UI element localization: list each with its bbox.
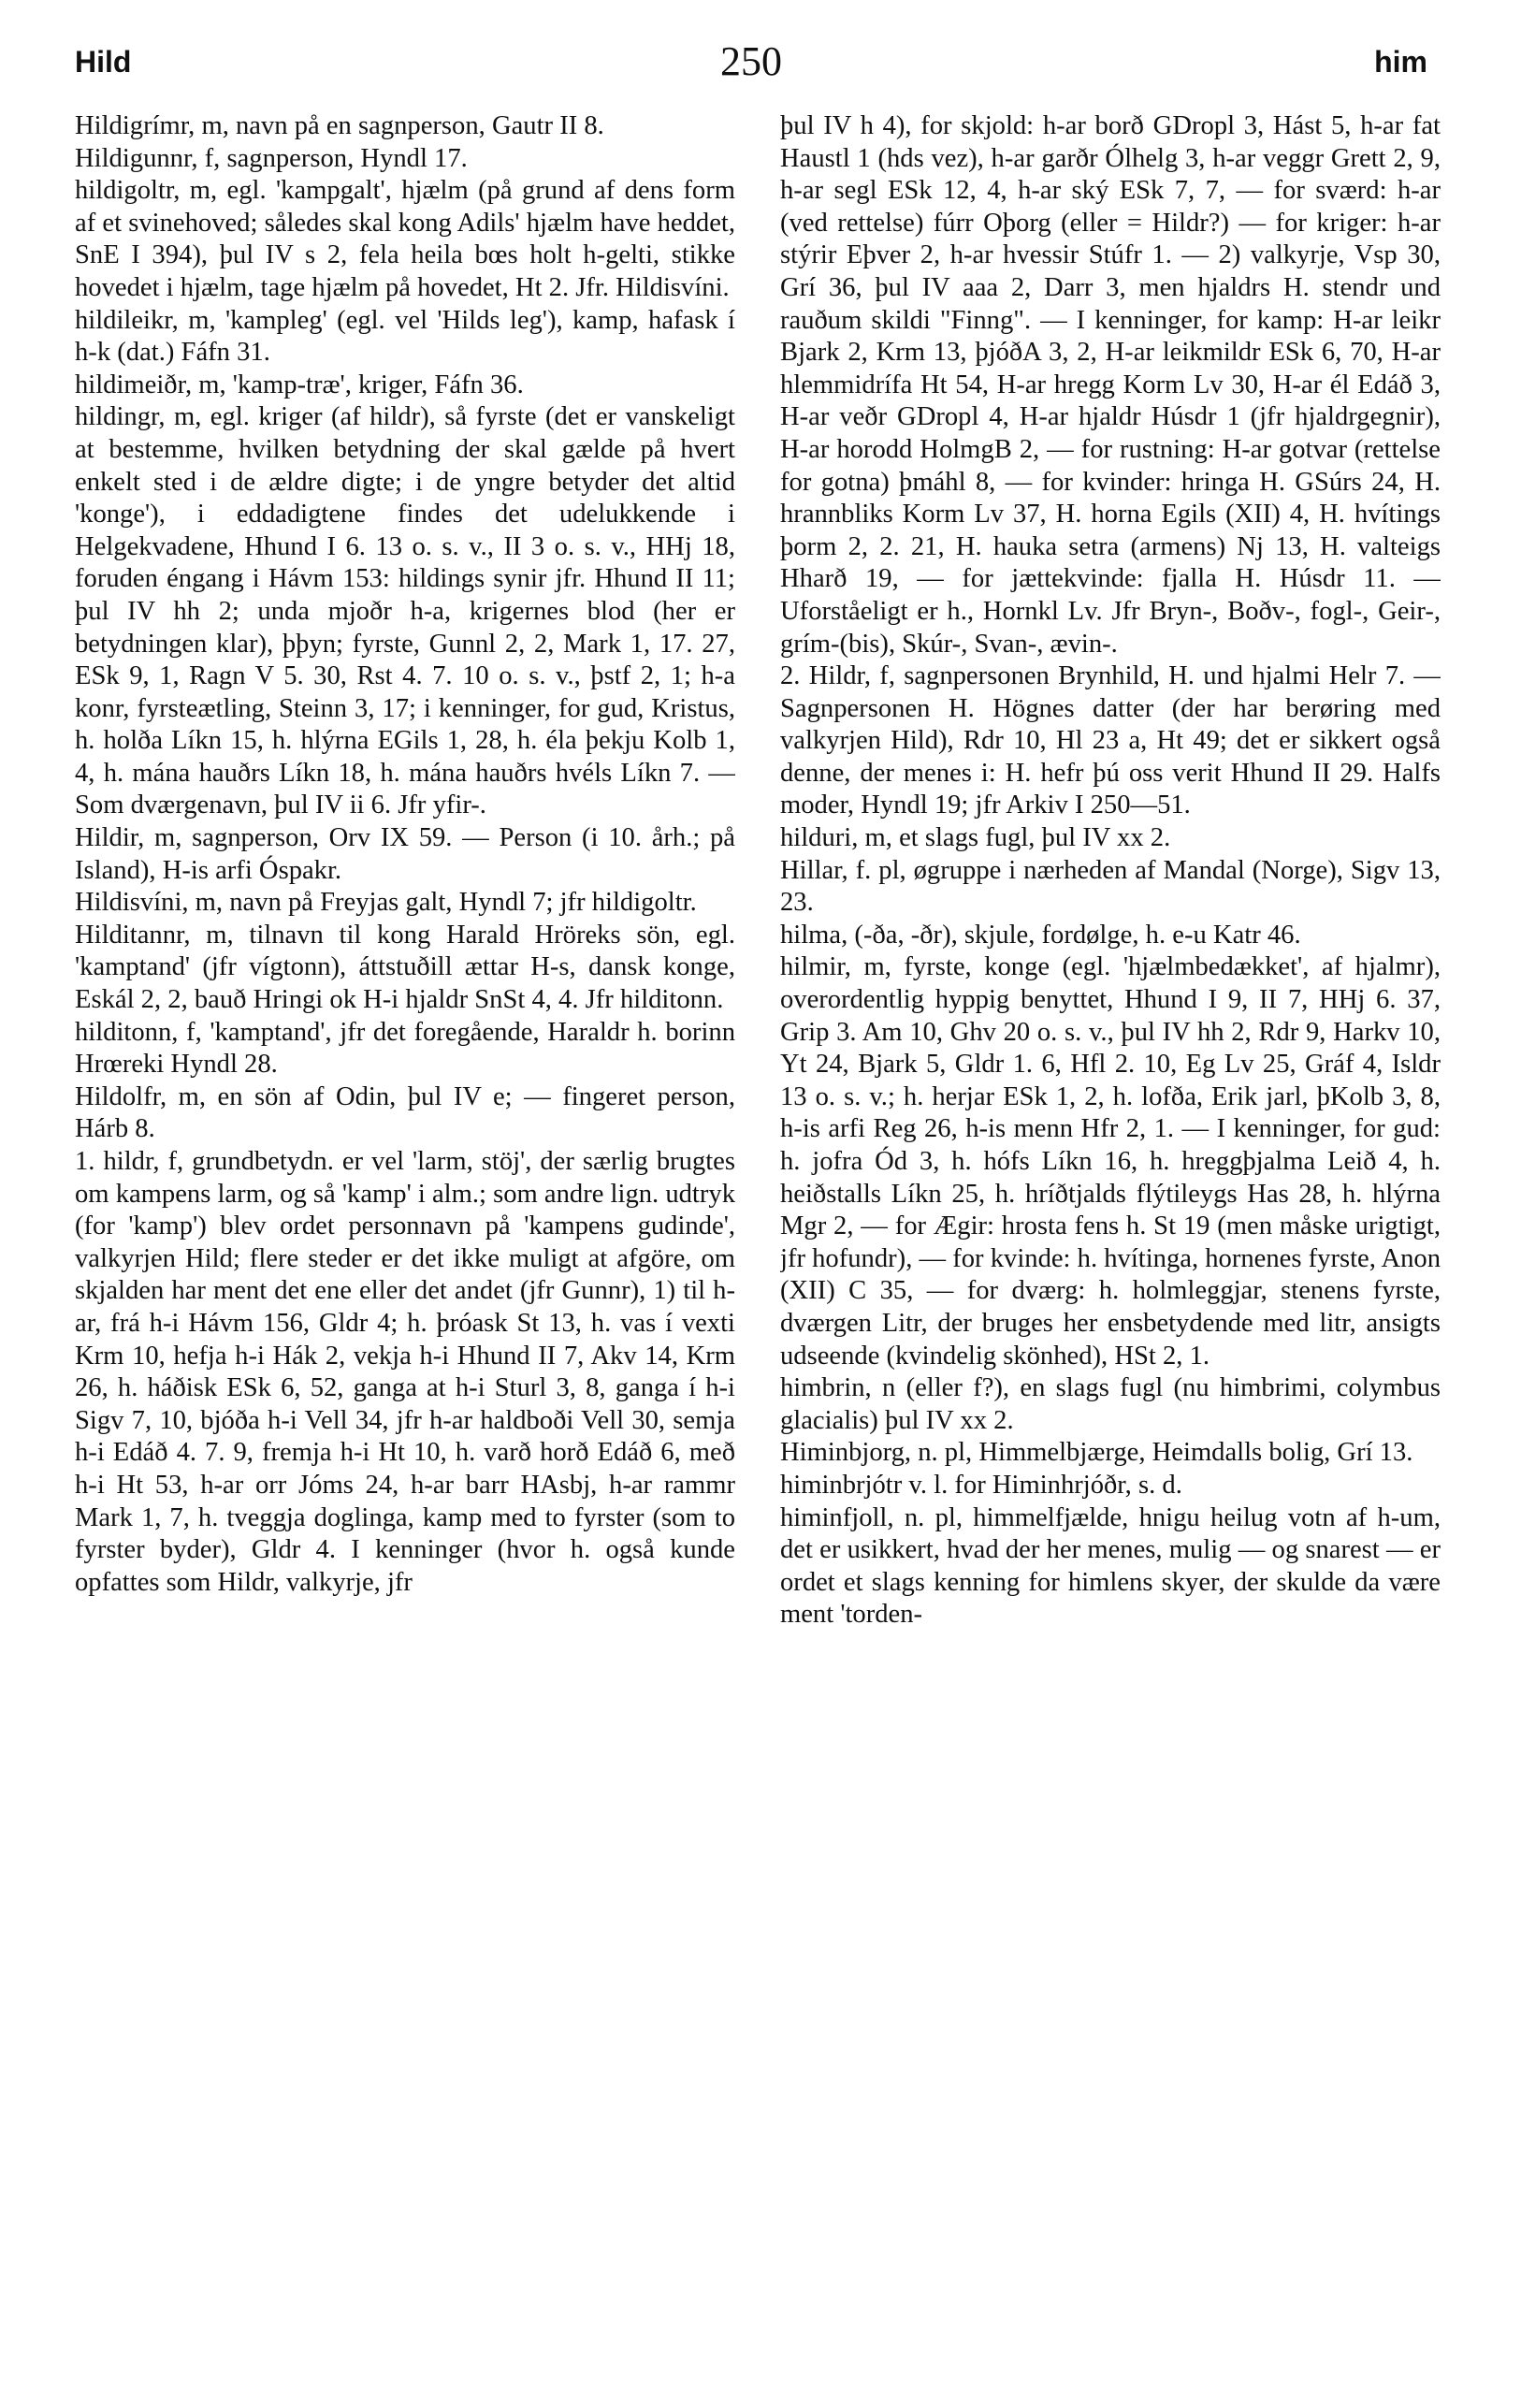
dictionary-entry: hildigoltr, m, egl. 'kampgalt', hjælm (på grund af dens form af et svinehoved; således skal kong Adils' hjælm have heddet, SnE I 394), þul IV s 2, fela heila bœs holt h-gelti, stikke hovedet i hjælm, tage hjælm på hovedet, Ht 2. Jfr. Hildisvíni.	[75, 176, 735, 302]
dictionary-entry: hildileikr, m, 'kampleg' (egl. vel 'Hilds leg'), kamp, hafask í h-k (dat.) Fáfn 31.	[75, 305, 735, 368]
page-header	[75, 37, 1427, 94]
dictionary-entry: himinfjoll, n. pl, himmelfjælde, hnigu heilug votn af h-um, det er usikkert, hvad der her menes, mulig — og snarest — er ordet et slags kenning for himlens skyer, der skulde da være ment 'torden-	[780, 1502, 1441, 1630]
left-column	[75, 110, 735, 2374]
right-column	[780, 110, 1441, 2374]
dictionary-entry: hilma, (-ða, -ðr), skjule, fordølge, h. e-u Katr 46.	[780, 920, 1301, 950]
header-right-catchword: him	[1374, 45, 1427, 79]
dictionary-entry: Hildigunnr, f, sagnperson, Hyndl 17.	[75, 143, 468, 173]
dictionary-entry: hilditonn, f, 'kamptand', jfr det foregående, Haraldr h. borinn Hrœreki Hyndl 28.	[75, 1017, 735, 1080]
dictionary-entry: hildimeiðr, m, 'kamp-træ', kriger, Fáfn 36.	[75, 370, 524, 399]
dictionary-entry: himinbrjótr v. l. for Himinhrjóðr, s. d.	[780, 1470, 1182, 1500]
page-number: 250	[720, 38, 782, 84]
dictionary-entry: Hilditannr, m, tilnavn til kong Harald Hröreks sön, egl. 'kamptand' (jfr vígtonn), áttstuðill ættar H-s, dansk konge, Eskál 2, 2, bauð Hringi ok H-i hjaldr SnSt 4, 4. Jfr hilditonn.	[75, 920, 735, 1015]
dictionary-entry: Hildisvíni, m, navn på Freyjas galt, Hyndl 7; jfr hildigoltr.	[75, 888, 697, 918]
dictionary-entry: 1. hildr, f, grundbetydn. er vel 'larm, stöj', der særlig brugtes om kampens larm, og så 'kamp' i alm.; som andre lign. udtryk (for 'kamp') blev ordet personnavn på 'kampens gudinde', valkyrjen Hild; flere steder er det ikke muligt at afgöre, om skjalden har ment det ene eller det andet (jfr Gunnr), 1) til h-ar, frá h-i Hávm 156, Gldr 4; h. þróask St 13, h. vas í vexti Krm 10, hefja h-i Hák 2, vekja h-i Hhund II 7, Akv 14, Krm 26, h. háðisk ESk 6, 52, ganga at h-i Sturl 3, 8, ganga í h-i Sigv 7, 10, bjóða h-i Vell 34, jfr h-ar haldboði Vell 30, semja h-i Edáð 4. 7. 9, fremja h-i Ht 10, h. varð horð Edáð 6, með h-i Ht 53, h-ar orr Jóms 24, h-ar barr HAsbj, h-ar rammr Mark 1, 7, h. tveggja doglinga, kamp med to fyrster (som to fyrster byder), Gldr 4. I kenninger (hvor h. også kunde opfattes som Hildr, valkyrje, jfr	[75, 1147, 735, 1597]
dictionary-entry: hildingr, m, egl. kriger (af hildr), så fyrste (det er vanskeligt at bestemme, hvilken betydning der skal gælde på hvert enkelt sted i de ældre digte; i de yngre betyder det altid 'konge'), i eddadigtene findes det udelukkende i Helgekvadene, Hhund I 6. 13 o. s. v., II 3 o. s. v., HHj 18, foruden éngang i Hávm 153: hildings synir jfr. Hhund II 11; þul IV hh 2; unda mjoðr h-a, krigernes blod (her er betydningen klar), þþyn; fyrste, Gunnl 2, 2, Mark 1, 17. 27, ESk 9, 1, Ragn V 5. 30, Rst 4. 7. 10 o. s. v., þstf 2, 1; h-a konr, fyrsteætling, Steinn 3, 17; i kenninger, for gud, Kristus, h. holða Líkn 15, h. hlýrna EGils 1, 28, h. éla þekju Kolb 1, 4, h. mána hauðrs Líkn 18, h. mána hauðrs hvéls Líkn 7. — Som dværgenavn, þul IV ii 6. Jfr yfir-.	[75, 402, 735, 820]
dictionary-entry: himbrin, n (eller f?), en slags fugl (nu himbrimi, colymbus glacialis) þul IV xx 2.	[780, 1373, 1441, 1435]
dictionary-entry: 2. Hildr, f, sagnpersonen Brynhild, H. und hjalmi Helr 7. — Sagnpersonen H. Högnes datter (der har berøring med valkyrjen Hild), Rdr 10, Hl 23 a, Ht 49; det er sikkert også denne, der menes i: H. hefr þú oss verit Hhund II 29. Halfs moder, Hyndl 19; jfr Arkiv I 250—51.	[780, 661, 1441, 820]
dictionary-entry: Hillar, f. pl, øgruppe i nærheden af Mandal (Norge), Sigv 13, 23.	[780, 855, 1441, 918]
dictionary-entry: Hildir, m, sagnperson, Orv IX 59. — Person (i 10. årh.; på Island), H-is arfi Óspakr.	[75, 823, 735, 885]
dictionary-entry: Hildigrímr, m, navn på en sagnperson, Gautr II 8.	[75, 111, 604, 140]
dictionary-entry: Hildolfr, m, en sön af Odin, þul IV e; — fingeret person, Hárb 8.	[75, 1081, 735, 1144]
dictionary-entry: hilduri, m, et slags fugl, þul IV xx 2.	[780, 823, 1171, 853]
dictionary-entry: Himinbjorg, n. pl, Himmelbjærge, Heimdalls bolig, Grí 13.	[780, 1438, 1413, 1468]
dictionary-entry: hilmir, m, fyrste, konge (egl. 'hjælmbedækket', af hjalmr), overordentlig hyppig benyttet, Hhund I 9, II 7, HHj 6. 37, Grip 3. Am 10, Ghv 20 o. s. v., þul IV hh 2, Rdr 9, Harkv 10, Yt 24, Bjark 5, Gldr 1. 6, Hfl 2. 10, Eg Lv 25, Gráf 4, Isldr 13 o. s. v.; h. herjar ESk 1, 2, h. lofða, Erik jarl, þKolb 3, 8, h-is arfi Reg 26, h-is menn Hfr 2, 1. — I kenninger, for gud: h. jofra Ód 3, h. hófs Líkn 16, h. hreggþjalma Leið 4, h. heiðstalls Líkn 25, h. hríðtjalds flýtileygs Has 28, h. hlýrna Mgr 2, — for Ægir: hrosta fens h. St 19 (men måske urigtigt, jfr hofundr), — for kvinde: h. hvítinga, hornenes fyrste, Anon (XII) C 35, — for dværg: h. holmleggjar, stenens fyrste, dværgen Litr, der bruges her ensbetydende med litr, ansigts udseende (kvindelig skönhed), HSt 2, 1.	[780, 952, 1441, 1371]
header-left-catchword: Hild	[75, 45, 132, 79]
dictionary-entry: þul IV h 4), for skjold: h-ar borð GDropl 3, Hást 5, h-ar fat Haustl 1 (hds vez), h-ar garðr Ólhelg 3, h-ar veggr Grett 2, 9, h-ar segl ESk 12, 4, h-ar ský ESk 7, 7, — for sværd: h-ar (ved rettelse) fúrr Oþorg (eller = Hildr?) — for kriger: h-ar stýrir Eþver 2, h-ar hvessir Stúfr 1. — 2) valkyrje, Vsp 30, Grí 36, þul IV aaa 2, Darr 3, men hjaldrs H. stendr und rauðum skildi "Finng". — I kenninger, for kamp: H-ar leikr Bjark 2, Krm 13, þjóðA 3, 2, H-ar leikmildr ESk 6, 70, H-ar hlemmidrífa Ht 54, H-ar hregg Korm Lv 30, H-ar él Edáð 3, H-ar veðr GDropl 4, H-ar hjaldr Húsdr 1 (jfr hjaldrgegnir), H-ar horodd HolmgB 2, — for rustning: H-ar gotvar (rettelse for gotna) þmáhl 8, — for kvinder: hringa H. GSúrs 24, H. hrannbliks Korm Lv 37, H. horna Egils (XII) 4, H. hvítings þorm 2, 2. 21, H. hauka setra (armens) Nj 13, H. valteigs Hharð 19, — for jættekvinde: fjalla H. Húsdr 11. — Uforståeligt er h., Hornkl Lv. Jfr Bryn-, Boðv-, fogl-, Geir-, grím-(bis), Skúr-, Svan-, ævin-.	[780, 111, 1441, 659]
dictionary-columns	[75, 110, 1441, 2374]
